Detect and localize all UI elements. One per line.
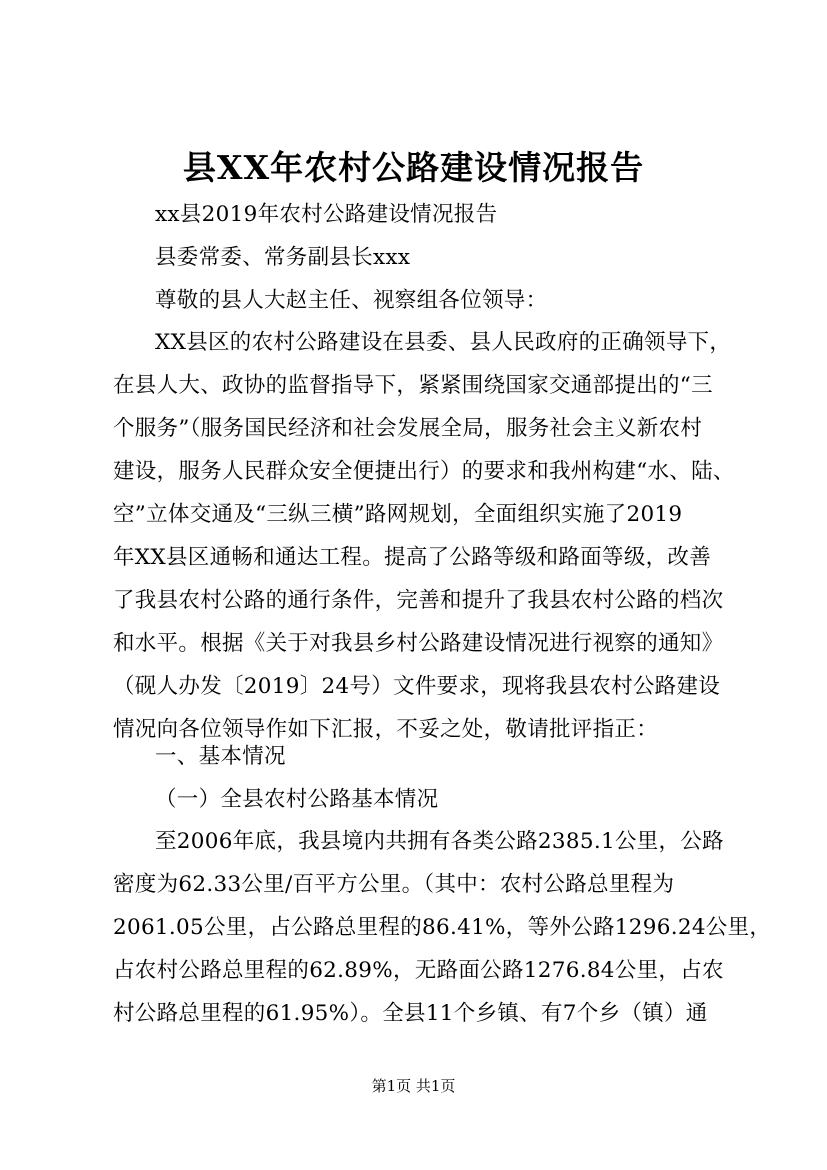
page-number-footer: 第1页 共1页 <box>371 1077 456 1095</box>
report-subtitle: xx县2019年农村公路建设情况报告 <box>155 202 498 227</box>
paragraph-line: 情况向各位领导作如下汇报，不妥之处，敬请批评指正： <box>113 717 659 742</box>
paragraph-line: 村公路总里程的61.95%）。全县11个乡镇、有7个乡（镇）通 <box>113 1001 708 1026</box>
speaker-line: 县委常委、常务副县长xxx <box>155 245 411 270</box>
paragraph-line: （砚人办发〔2019〕24号）文件要求，现将我县农村公路建设 <box>113 674 721 699</box>
paragraph-line: 在县人大、政协的监督指导下，紧紧围绕国家交通部提出的“三 <box>113 373 713 398</box>
paragraph-basic-info <box>113 820 772 1035</box>
paragraph-line: 建设，服务人民群众安全便捷出行）的要求和我州构建“水、陆、 <box>113 459 735 484</box>
paragraph-line: XX县区的农村公路建设在县委、县人民政府的正确领导下， <box>155 330 732 355</box>
paragraph-intro <box>113 321 735 751</box>
paragraph-line: 年XX县区通畅和通达工程。提高了公路等级和路面等级，改善 <box>113 545 712 570</box>
paragraph-line: 密度为62.33公里/百平方公里。（其中：农村公路总里程为 <box>113 872 675 897</box>
paragraph-line: 了我县农村公路的通行条件，完善和提升了我县农村公路的档次 <box>113 588 724 613</box>
salutation: 尊敬的县人大赵主任、视察组各位领导： <box>155 288 548 313</box>
section-heading: 一、基本情况 <box>155 744 286 769</box>
paragraph-line: 2061.05公里，占公路总里程的86.41%，等外公路1296.24公里， <box>113 915 772 940</box>
paragraph-line: 和水平。根据《关于对我县乡村公路建设情况进行视察的通知》 <box>113 631 724 656</box>
paragraph-line: 占农村公路总里程的62.89%，无路面公路1276.84公里，占农 <box>113 958 724 983</box>
page-title: 县XX年农村公路建设情况报告 <box>182 148 645 187</box>
subsection-heading: （一）全县农村公路基本情况 <box>155 787 439 812</box>
paragraph-line: 空”立体交通及“三纵三横”路网规划，全面组织实施了2019 <box>113 502 683 527</box>
paragraph-line: 个服务”（服务国民经济和社会发展全局，服务社会主义新农村 <box>113 416 703 441</box>
paragraph-line: 至2006年底，我县境内共拥有各类公路2385.1公里，公路 <box>155 829 724 854</box>
